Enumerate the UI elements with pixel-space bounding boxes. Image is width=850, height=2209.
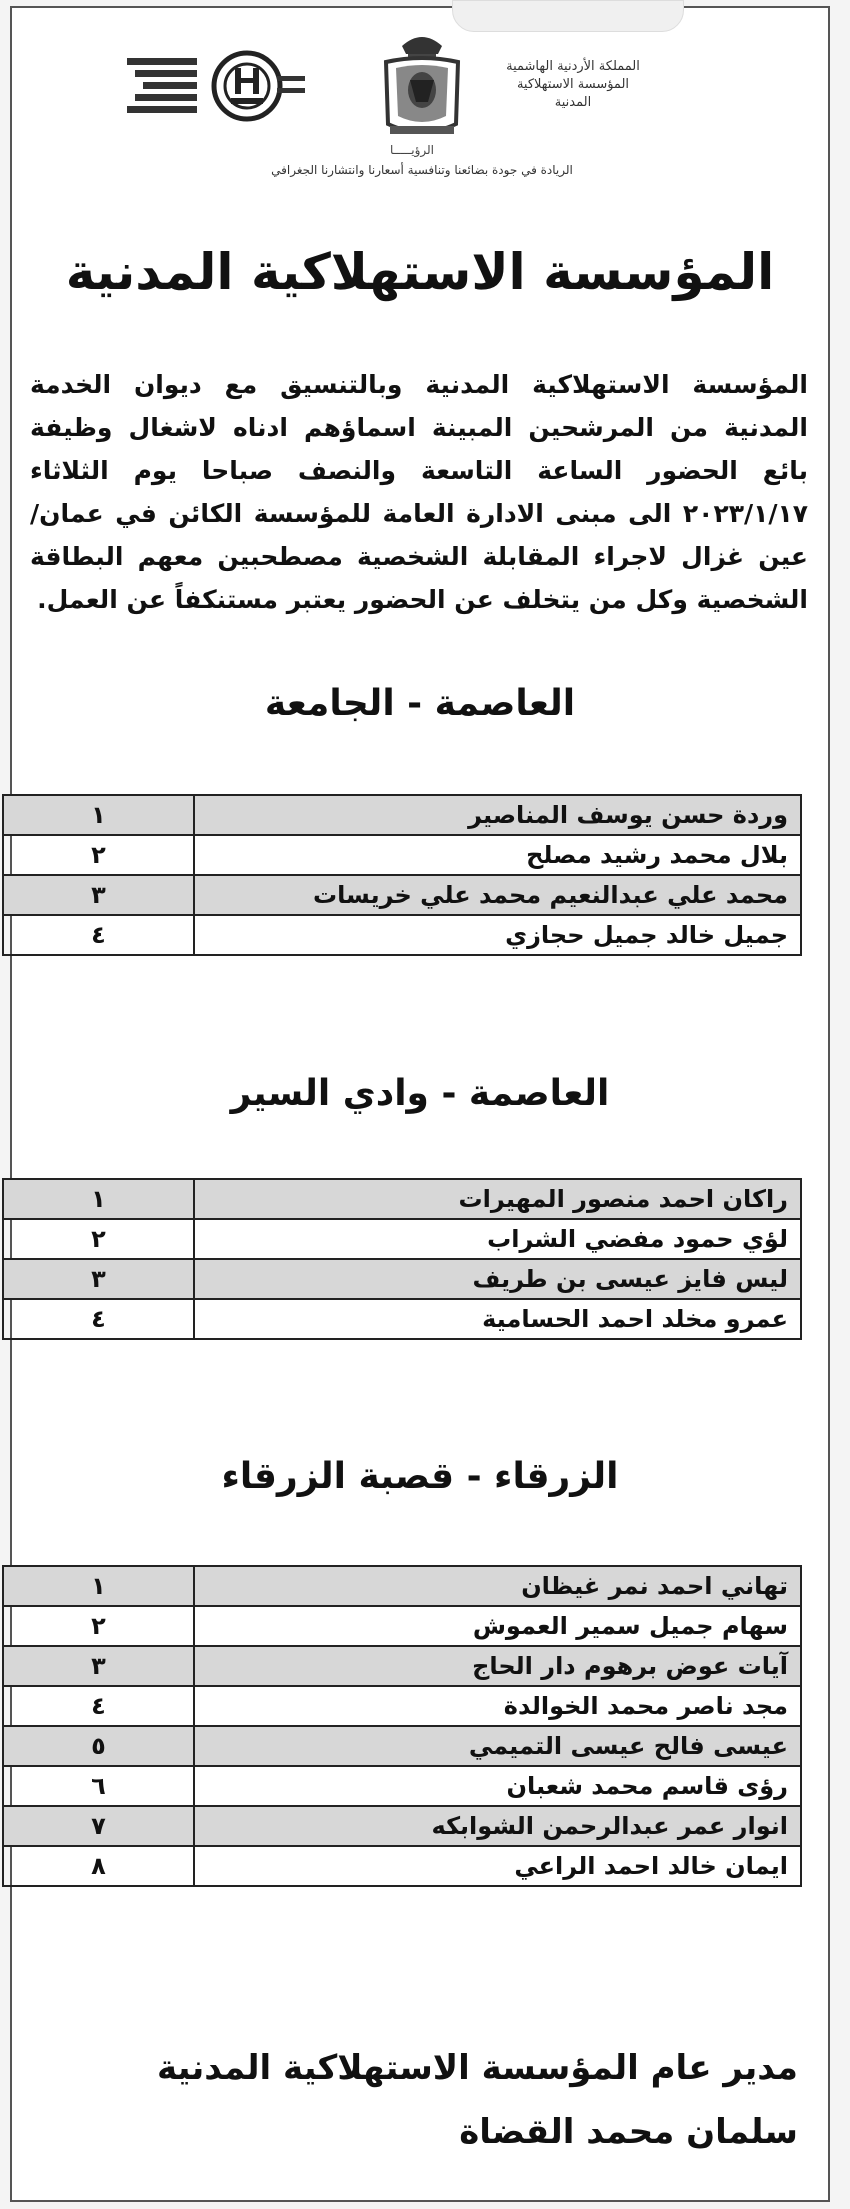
table-row xyxy=(3,1846,801,1886)
candidates-table xyxy=(2,794,802,956)
header xyxy=(12,8,828,198)
row-number: ٤ xyxy=(3,1686,194,1726)
table-row xyxy=(3,1766,801,1806)
table-row xyxy=(3,1686,801,1726)
table-row xyxy=(3,1179,801,1219)
table-row xyxy=(3,1259,801,1299)
row-number: ٧ xyxy=(3,1806,194,1846)
row-number: ٣ xyxy=(3,1646,194,1686)
table-row xyxy=(3,1606,801,1646)
vision-label: الرؤيـــــا xyxy=(390,143,434,157)
candidate-name: راكان احمد منصور المهيرات xyxy=(194,1179,801,1219)
row-number: ٤ xyxy=(3,915,194,955)
candidates-table xyxy=(2,1565,802,1887)
candidate-name: جميل خالد جميل حجازي xyxy=(194,915,801,955)
royal-crest-icon xyxy=(372,28,472,143)
candidate-name: مجد ناصر محمد الخوالدة xyxy=(194,1686,801,1726)
row-number: ٦ xyxy=(3,1766,194,1806)
table-row xyxy=(3,1726,801,1766)
announcement-page xyxy=(10,6,830,2202)
vision-statement: الريادة في جودة بضائعنا وتنافسية أسعارنا وانتشارنا الجغرافي xyxy=(271,163,573,177)
section-title: الزرقاء - قصبة الزرقاء xyxy=(221,1456,619,1497)
table-row xyxy=(3,1299,801,1339)
signatory-name: سلمان محمد القضاة xyxy=(459,2112,798,2152)
row-number: ٣ xyxy=(3,1259,194,1299)
row-number: ١ xyxy=(3,1566,194,1606)
table-row xyxy=(3,875,801,915)
row-number: ٢ xyxy=(3,835,194,875)
table-row xyxy=(3,795,801,835)
candidate-name: ليس فايز عيسى بن طريف xyxy=(194,1259,801,1299)
table-row xyxy=(3,1566,801,1606)
candidates-table xyxy=(2,1178,802,1340)
row-number: ٥ xyxy=(3,1726,194,1766)
table-row xyxy=(3,835,801,875)
section-title: العاصمة - وادي السير xyxy=(230,1073,610,1114)
table-row xyxy=(3,1806,801,1846)
candidate-name: رؤى قاسم محمد شعبان xyxy=(194,1766,801,1806)
main-title: المؤسسة الاستهلاكية المدنية xyxy=(65,243,775,301)
candidate-name: وردة حسن يوسف المناصير xyxy=(194,795,801,835)
row-number: ٢ xyxy=(3,1219,194,1259)
row-number: ٨ xyxy=(3,1846,194,1886)
org-name-line1: المملكة الأردنية الهاشمية xyxy=(506,59,640,74)
candidate-name: عمرو مخلد احمد الحسامية xyxy=(194,1299,801,1339)
organization-logo-icon xyxy=(127,46,307,126)
candidate-name: بلال محمد رشيد مصلح xyxy=(194,835,801,875)
candidate-name: سهام جميل سمير العموش xyxy=(194,1606,801,1646)
candidate-name: لؤي حمود مفضي الشراب xyxy=(194,1219,801,1259)
candidate-name: عيسى فالح عيسى التميمي xyxy=(194,1726,801,1766)
row-number: ١ xyxy=(3,1179,194,1219)
row-number: ٤ xyxy=(3,1299,194,1339)
signatory-title: مدير عام المؤسسة الاستهلاكية المدنية xyxy=(157,2048,798,2088)
org-name xyxy=(503,58,643,112)
candidate-name: ايمان خالد احمد الراعي xyxy=(194,1846,801,1886)
candidate-name: آيات عوض برهوم دار الحاج xyxy=(194,1646,801,1686)
candidate-name: محمد علي عبدالنعيم محمد علي خريسات xyxy=(194,875,801,915)
row-number: ١ xyxy=(3,795,194,835)
intro-paragraph: المؤسسة الاستهلاكية المدنية وبالتنسيق مع ديوان الخدمة المدنية من المرشحين المبينة اسماؤهم ادناه لاشغال وظيفة بائع الحضور الساعة التاسعة والنصف صباحا يوم الثلاثاء ٢٠٢٣/١/١٧ الى مبنى الادارة العامة للمؤسسة الكائن في عمان/ عين غزال لاجراء المقابلة الشخصية مصطحبين معهم البطاقة الشخصية وكل من يتخلف عن الحضور يعتبر مستنكفاً عن العمل. xyxy=(30,370,808,614)
table-row xyxy=(3,915,801,955)
candidate-name: انوار عمر عبدالرحمن الشوابكه xyxy=(194,1806,801,1846)
table-row xyxy=(3,1646,801,1686)
row-number: ٢ xyxy=(3,1606,194,1646)
org-name-line2: المؤسسة الاستهلاكية المدنية xyxy=(516,77,630,110)
row-number: ٣ xyxy=(3,875,194,915)
candidate-name: تهاني احمد نمر غيظان xyxy=(194,1566,801,1606)
section-title: العاصمة - الجامعة xyxy=(264,683,576,724)
table-row xyxy=(3,1219,801,1259)
